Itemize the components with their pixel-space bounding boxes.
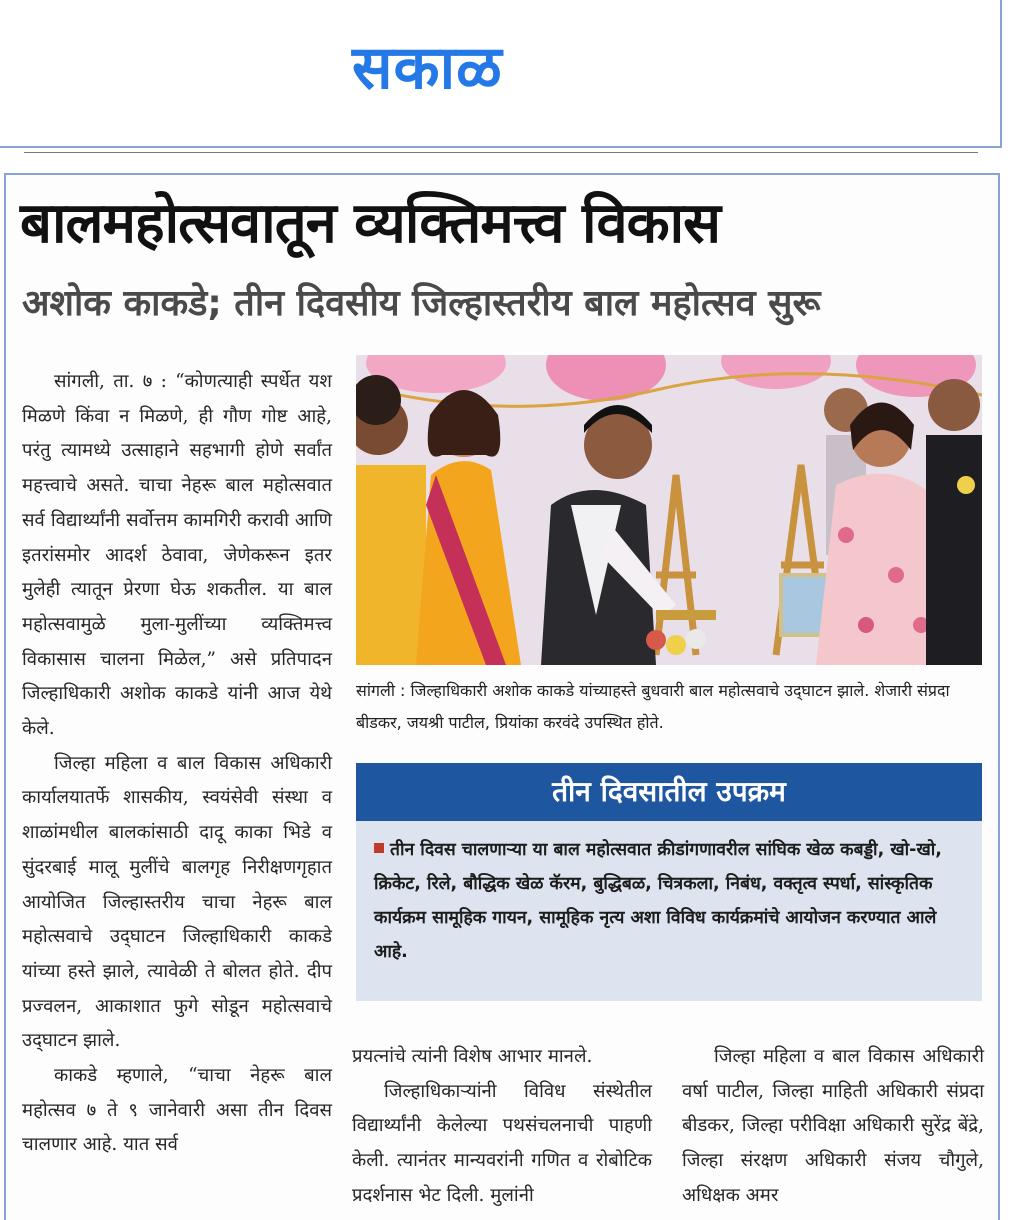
- activities-box-title: तीन दिवसातील उपक्रम: [356, 763, 982, 821]
- activities-box: [356, 763, 982, 1001]
- activities-text: तीन दिवस चालणाऱ्या या बाल महोत्सवात क्रीडांगणावरील सांघिक खेळ कबड्डी, खो-खो, क्रिकेट, रिले, बौद्धिक खेळ कॅरम, बुद्धिबळ, चित्रकला, निबंध, वक्तृत्व स्पर्धा, सांस्कृतिक कार्यक्रम सामूहिक गायन, सामूहिक नृत्य अशा विविध कार्यक्रमांचे आयोजन करण्यात आले आहे.: [374, 840, 942, 962]
- column2-paragraph-1: प्रयत्नांचे त्यांनी विशेष आभार मानले.: [352, 1046, 593, 1067]
- column1-paragraph-1: सांगली, ता. ७ : “कोणत्याही स्पर्धेत यश मिळणे किंवा न मिळणे, ही गौण गोष्ट आहे, परंतु त्यामध्ये उत्साहाने सहभागी होणे सर्वांत महत्त्वाचे असते. चाचा नेहरू बाल महोत्सवात सर्व विद्यार्थ्यांनी सर्वोत्तम कामगिरी करावी आणि इतरांसमोर आदर्श ठेवावा, जेणेकरून इतर मुलेही त्यातून प्रेरणा घेऊ शकतील. या बाल महोत्सवामुळे मुला-मुलींच्या व्यक्तिमत्त्व विकासास चालना मिळेल,” असे प्रतिपादन जिल्हाधिकारी अशोक काकडे यांनी आज येथे केले.: [22, 371, 332, 740]
- article-column-3: [682, 1040, 984, 1214]
- event-photo: [356, 355, 982, 665]
- column3-paragraph-1: जिल्हा महिला व बाल विकास अधिकारी वर्षा पाटील, जिल्हा माहिती अधिकारी संप्रदा बीडकर, जिल्हा परीविक्षा अधिकारी सुरेंद्र बेंद्रे, जिल्हा संरक्षण अधिकारी संजय चौगुले, अधिक्षक अमर: [682, 1046, 984, 1206]
- masthead-divider: [24, 152, 978, 153]
- red-square-bullet-icon: [374, 843, 384, 853]
- article-subheadline: अशोक काकडे; तीन दिवसीय जिल्हास्तरीय बाल महोत्सव सुरू: [22, 283, 821, 324]
- column1-paragraph-3: काकडे म्हणाले, “चाचा नेहरू बाल महोत्सव ७ ते ९ जानेवारी असा तीन दिवस चालणार आहे. यात सर्व: [22, 1065, 332, 1156]
- event-photo-illustration: [356, 355, 982, 665]
- activities-box-body: [356, 821, 982, 969]
- article-column-2: [352, 1040, 652, 1214]
- column2-paragraph-2: जिल्हाधिकाऱ्यांनी विविध संस्थेतील विद्यार्थ्यांनी केलेल्या पथसंचलनाची पाहणी केली. त्यानंतर मान्यवरांनी गणित व रोबोटिक प्रदर्शनास भेट दिली. मुलांनी: [352, 1080, 652, 1206]
- news-article: [4, 173, 1000, 1220]
- photo-caption: सांगली : जिल्हाधिकारी अशोक काकडे यांच्याहस्ते बुधवारी बाल महोत्सवाचे उद्‌घाटन झाले. शेजारी संप्रदा बीडकर, जयश्री पाटील, प्रियांका करवंदे उपस्थित होते.: [356, 681, 950, 732]
- masthead: [0, 0, 1002, 148]
- article-column-1: [22, 365, 332, 1163]
- article-headline: बालमहोत्सवातून व्यक्तिमत्त्व विकास: [20, 191, 721, 256]
- newspaper-logo: सकाळ: [352, 33, 503, 103]
- column1-paragraph-2: जिल्हा महिला व बाल विकास अधिकारी कार्यालयातर्फे शासकीय, स्वयंसेवी संस्था व शाळांमधील बालकांसाठी दादू काका भिडे व सुंदरबाई मालू मुलींचे बालगृह निरीक्षणगृहात आयोजित जिल्हास्तरीय चाचा नेहरू बाल महोत्सवाचे उद्‌घाटन जिल्हाधिकारी काकडे यांच्या हस्ते झाले, त्यावेळी ते बोलत होते. दीप प्रज्वलन, आकाशात फुगे सोडून महोत्सवाचे उद्‌घाटन झाले.: [22, 752, 332, 1052]
